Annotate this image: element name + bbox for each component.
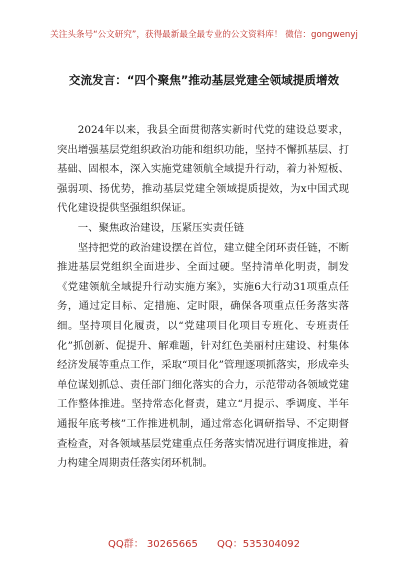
header-banner: 关注头条号“公文研究”，获得最新最全最专业的公文资料库！ 微信：gongwenyj bbox=[50, 30, 358, 40]
document-body bbox=[57, 121, 349, 474]
section-heading: 一、聚焦政治建设，压紧压实责任链 bbox=[77, 221, 245, 234]
body-paragraph: 坚持把党的政治建设摆在首位，建立健全闭环责任链，不断推进基层党组织全面进步、全面过硬。坚持清单化明责，制发《党建领航全域提升行动实施方案》，实施6大行动31项重点任务，通过定目标、定措施、定时限，确保各项重点任务落实落细。坚持项目化履责，以“党建项目化项目专班化、专班责任化”抓创新、促提升、解难题，针对红色美丽村庄建设、村集体经济发展等重点工作，采取“项目化”管理逐项抓落实，形成牵头单位谋划抓总、责任部门细化落实的合力，示范带动各领域党建工作整体推进。坚持常态化督责，建立“月提示、季调度、半年通报年底考核”工作推进机制，通过常态化调研指导、不定期督查检查，对各领域基层党建重点任务落实情况进行调度推进，着力构建全周期责任落实闭环机制。 bbox=[57, 241, 349, 470]
intro-paragraph: 2024年以来，我县全面贯彻落实新时代党的建设总要求，突出增强基层党组织政治功能和组织功能，坚持不懈抓基层、打基础、固根本，深入实施党建领航全域提升行动，着力补短板、强弱项、扬优势，推动基层党建全领域提质提效，为x中国式现代化建设提供坚强组织保证。 bbox=[57, 124, 349, 215]
qq-group-link[interactable]: QQ群： 30265665 bbox=[107, 539, 198, 550]
qq-contact-link[interactable]: QQ：535304092 bbox=[217, 539, 301, 550]
footer-contact bbox=[0, 535, 408, 550]
document-title: 交流发言：“四个聚焦”推动基层党建全领域提质增效 bbox=[68, 73, 340, 87]
